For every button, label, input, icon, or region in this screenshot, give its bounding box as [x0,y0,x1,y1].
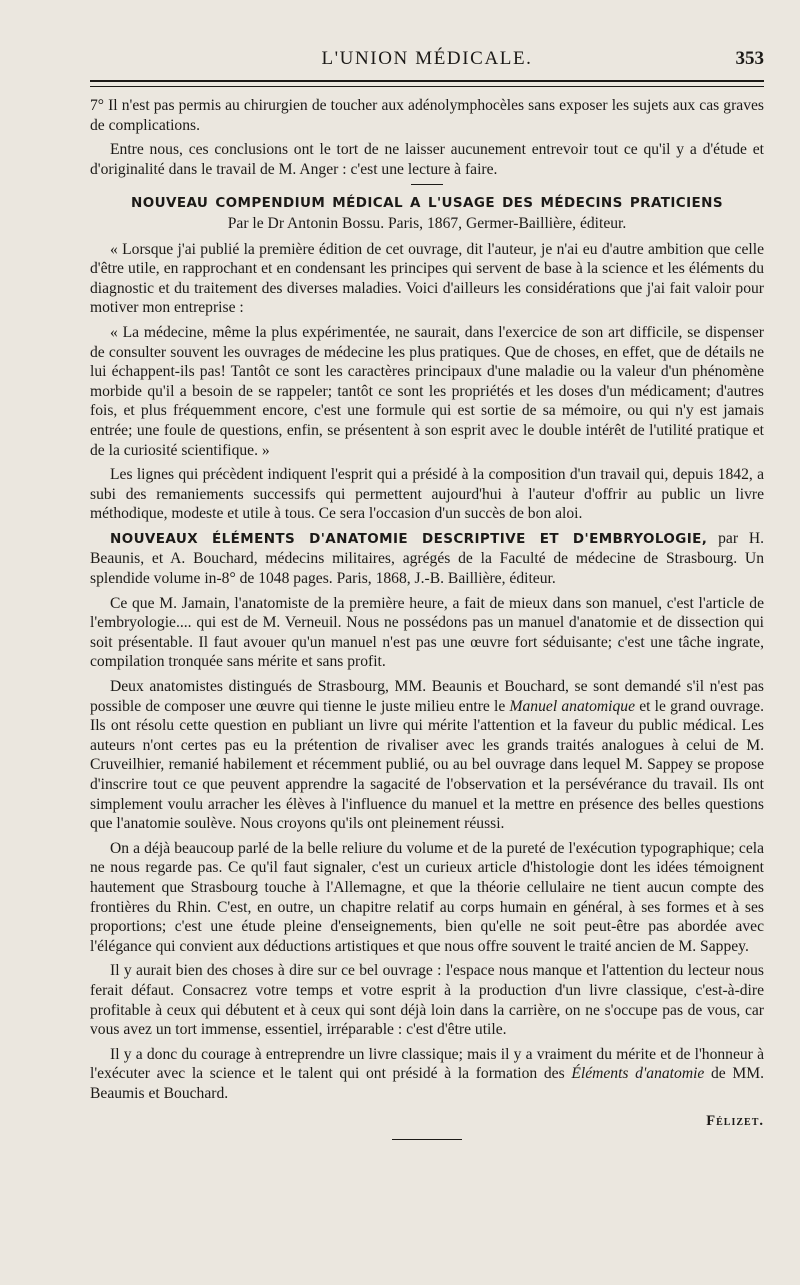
article2-paragraph-5-italic: Éléments d'anatomie [571,1065,705,1083]
article1-heading [90,193,764,214]
header-rule [90,80,764,87]
intro-paragraph-1: 7° Il n'est pas permis au chirurgien de toucher aux adénolymphocèles sans exposer les sujets aux cas graves de complications. [90,97,764,134]
article1-paragraph-1: « Lorsque j'ai publié la première édition de cet ouvrage, dit l'auteur, je n'ai eu d'autre ambition que celle d'être utile, en rapprochant et en condensant les principes qui servent de base à la science et les éléments du diagnostic et du traitement des diverses maladies. Voici d'ailleurs les considérations que j'ai fait valoir pour motiver mon entreprise : [90,240,764,317]
article2-paragraph-2-italic: Manuel anatomique [509,697,635,715]
article2-paragraph-5-text-b: de MM. Beaumis et Bouchard. [90,1065,764,1102]
article2-paragraph-3: On a déjà beaucoup parlé de la belle reliure du volume et de la pureté de l'exécution typographique; cela ne nous regarde pas. Ce qu'il faut signaler, c'est un curieux article d'histologie dont les idées témoignent hautement que Strasbourg touche à l'Allemagne, et que la théorie cellulaire ne tient aucun compte des frontières du Rhin. C'est, en outre, un chapitre relatif au corps humain en général, à ses formes et à ses proportions; c'est une étude pleine d'enseignements, bien qu'elle ne soit peut-être pas abordée avec l'élégance qui convient aux déductions artistiques et que nous offre souvent le traité ancien de M. Sappey. [90,839,764,955]
end-separator [392,1139,462,1140]
author-signature: Félizet. [706,1112,764,1129]
article1-byline: Par le Dr Antonin Bossu. Paris, 1867, Germer-Baillière, éditeur. [227,214,627,232]
article2-title: NOUVEAUX ÉLÉMENTS D'ANATOMIE DESCRIPTIVE ET D'EMBRYOLOGIE, [110,530,708,547]
article2-paragraph-2-text-a: Deux anatomistes distingués de Strasbourg, MM. Beaunis et Bouchard, se sont demandé s'il n'est pas possible de composer une œuvre qui tienne le juste milieu entre le [90,678,764,715]
section-separator [411,184,443,185]
page-number: 353 [735,48,764,69]
article1-paragraph-2: « La médecine, même la plus expérimentée, ne saurait, dans l'exercice de son art difficile, se dispenser de consulter souvent les ouvrages de médecine les plus pratiques. Que de choses, en effet, que de détails ne lui échappent-ils pas! Tantôt ce sont les caractères principaux d'une maladie ou la valeur d'un phénomène morbide qu'il a besoin de se rappeler; tantôt ce sont les propriétés et les doses d'un médicament; d'autres fois, et plus fréquemment encore, c'est une formule qui est sortie de sa mémoire, ou qui n'y est jamais entrée; une foule de questions, enfin, se présentent à son esprit avec le double intérêt de l'utilité pratique et de la curiosité scientifique. » [90,323,764,459]
article2-heading [90,529,764,589]
article2-paragraph-2-text-b: et le grand ouvrage. Ils ont résolu cette question en publiant un livre qui mérite l'attention et la faveur du public médical. Les auteurs n'ont certes pas eu la prétention de rivaliser avec les grands traités analogues à celui de M. Cruveilhier, remanié habilement et récemment publié, ou au bel ouvrage dans lequel M. Sappey se propose d'inscrire tout ce que peuvent apprendre la sagacité de l'observation et la persévérance du travail. Ils ont simplement voulu arracher les élèves à l'influence du manuel et la mettre en présence des belles questions que l'anatomie soulève. Nous croyons qu'ils ont pleinement réussi. [90,697,764,833]
article2-heading-rest: par H. Beaunis, et A. Bouchard, médecins militaires, agrégés de la Faculté de médecine de Strasbourg. Un splendide volume in-8° de 1048 pages. Paris, 1868, J.-B. Baillière, éditeur. [90,529,764,588]
running-title: L'UNION MÉDICALE. [321,48,533,69]
article1-paragraph-3: Les lignes qui précèdent indiquent l'esprit qui a présidé à la composition d'un travail qui, depuis 1842, a subi des remaniements successifs qui permettent aujourd'hui à l'auteur d'offrir au public un livre méthodique, modeste et utile à tous. Ce sera l'occasion d'un succès de bon aloi. [90,466,764,523]
intro-paragraph-2: Entre nous, ces conclusions ont le tort de ne laisser aucunement entrevoir tout ce qu'il y a d'étude et d'originalité dans le travail de M. Anger : c'est une lecture à faire. [90,141,764,178]
page-content [90,96,764,1140]
article2-paragraph-5-text-a: Il y a donc du courage à entreprendre un livre classique; mais il y a vraiment du mérite et de l'honneur à l'exécuter avec la science et le talent qui ont présidé à la formation des [90,1045,764,1083]
page-header [90,46,764,76]
article2-paragraph-2 [90,677,764,834]
article2-paragraph-4: Il y aurait bien des choses à dire sur ce bel ouvrage : l'espace nous manque et l'attention du lecteur nous ferait défaut. Consacrez votre temps et votre esprit à la production d'un livre classique, c'est-à-dire profitable à ceux qui débutent et à ceux qui sont déjà loin dans la carrière, on ne s'occupe pas de vous, car vous avez un tort immense, essentiel, irréparable : c'est d'être utile. [90,962,764,1039]
article1-title: NOUVEAU COMPENDIUM MÉDICAL A L'USAGE DES MÉDECINS PRATICIENS [131,195,723,212]
article2-paragraph-5 [90,1045,764,1104]
article2-paragraph-1: Ce que M. Jamain, l'anatomiste de la première heure, a fait de mieux dans son manuel, c'est l'article de l'embryologie.... qui est de M. Verneuil. Nous ne possédons pas un manuel d'anatomie et de dissection qui soit présentable. Il faut avouer qu'un manuel n'est pas une œuvre fort séduisante; c'est une tâche ingrate, compilation tronquée sans mérite et sans profit. [90,594,764,671]
